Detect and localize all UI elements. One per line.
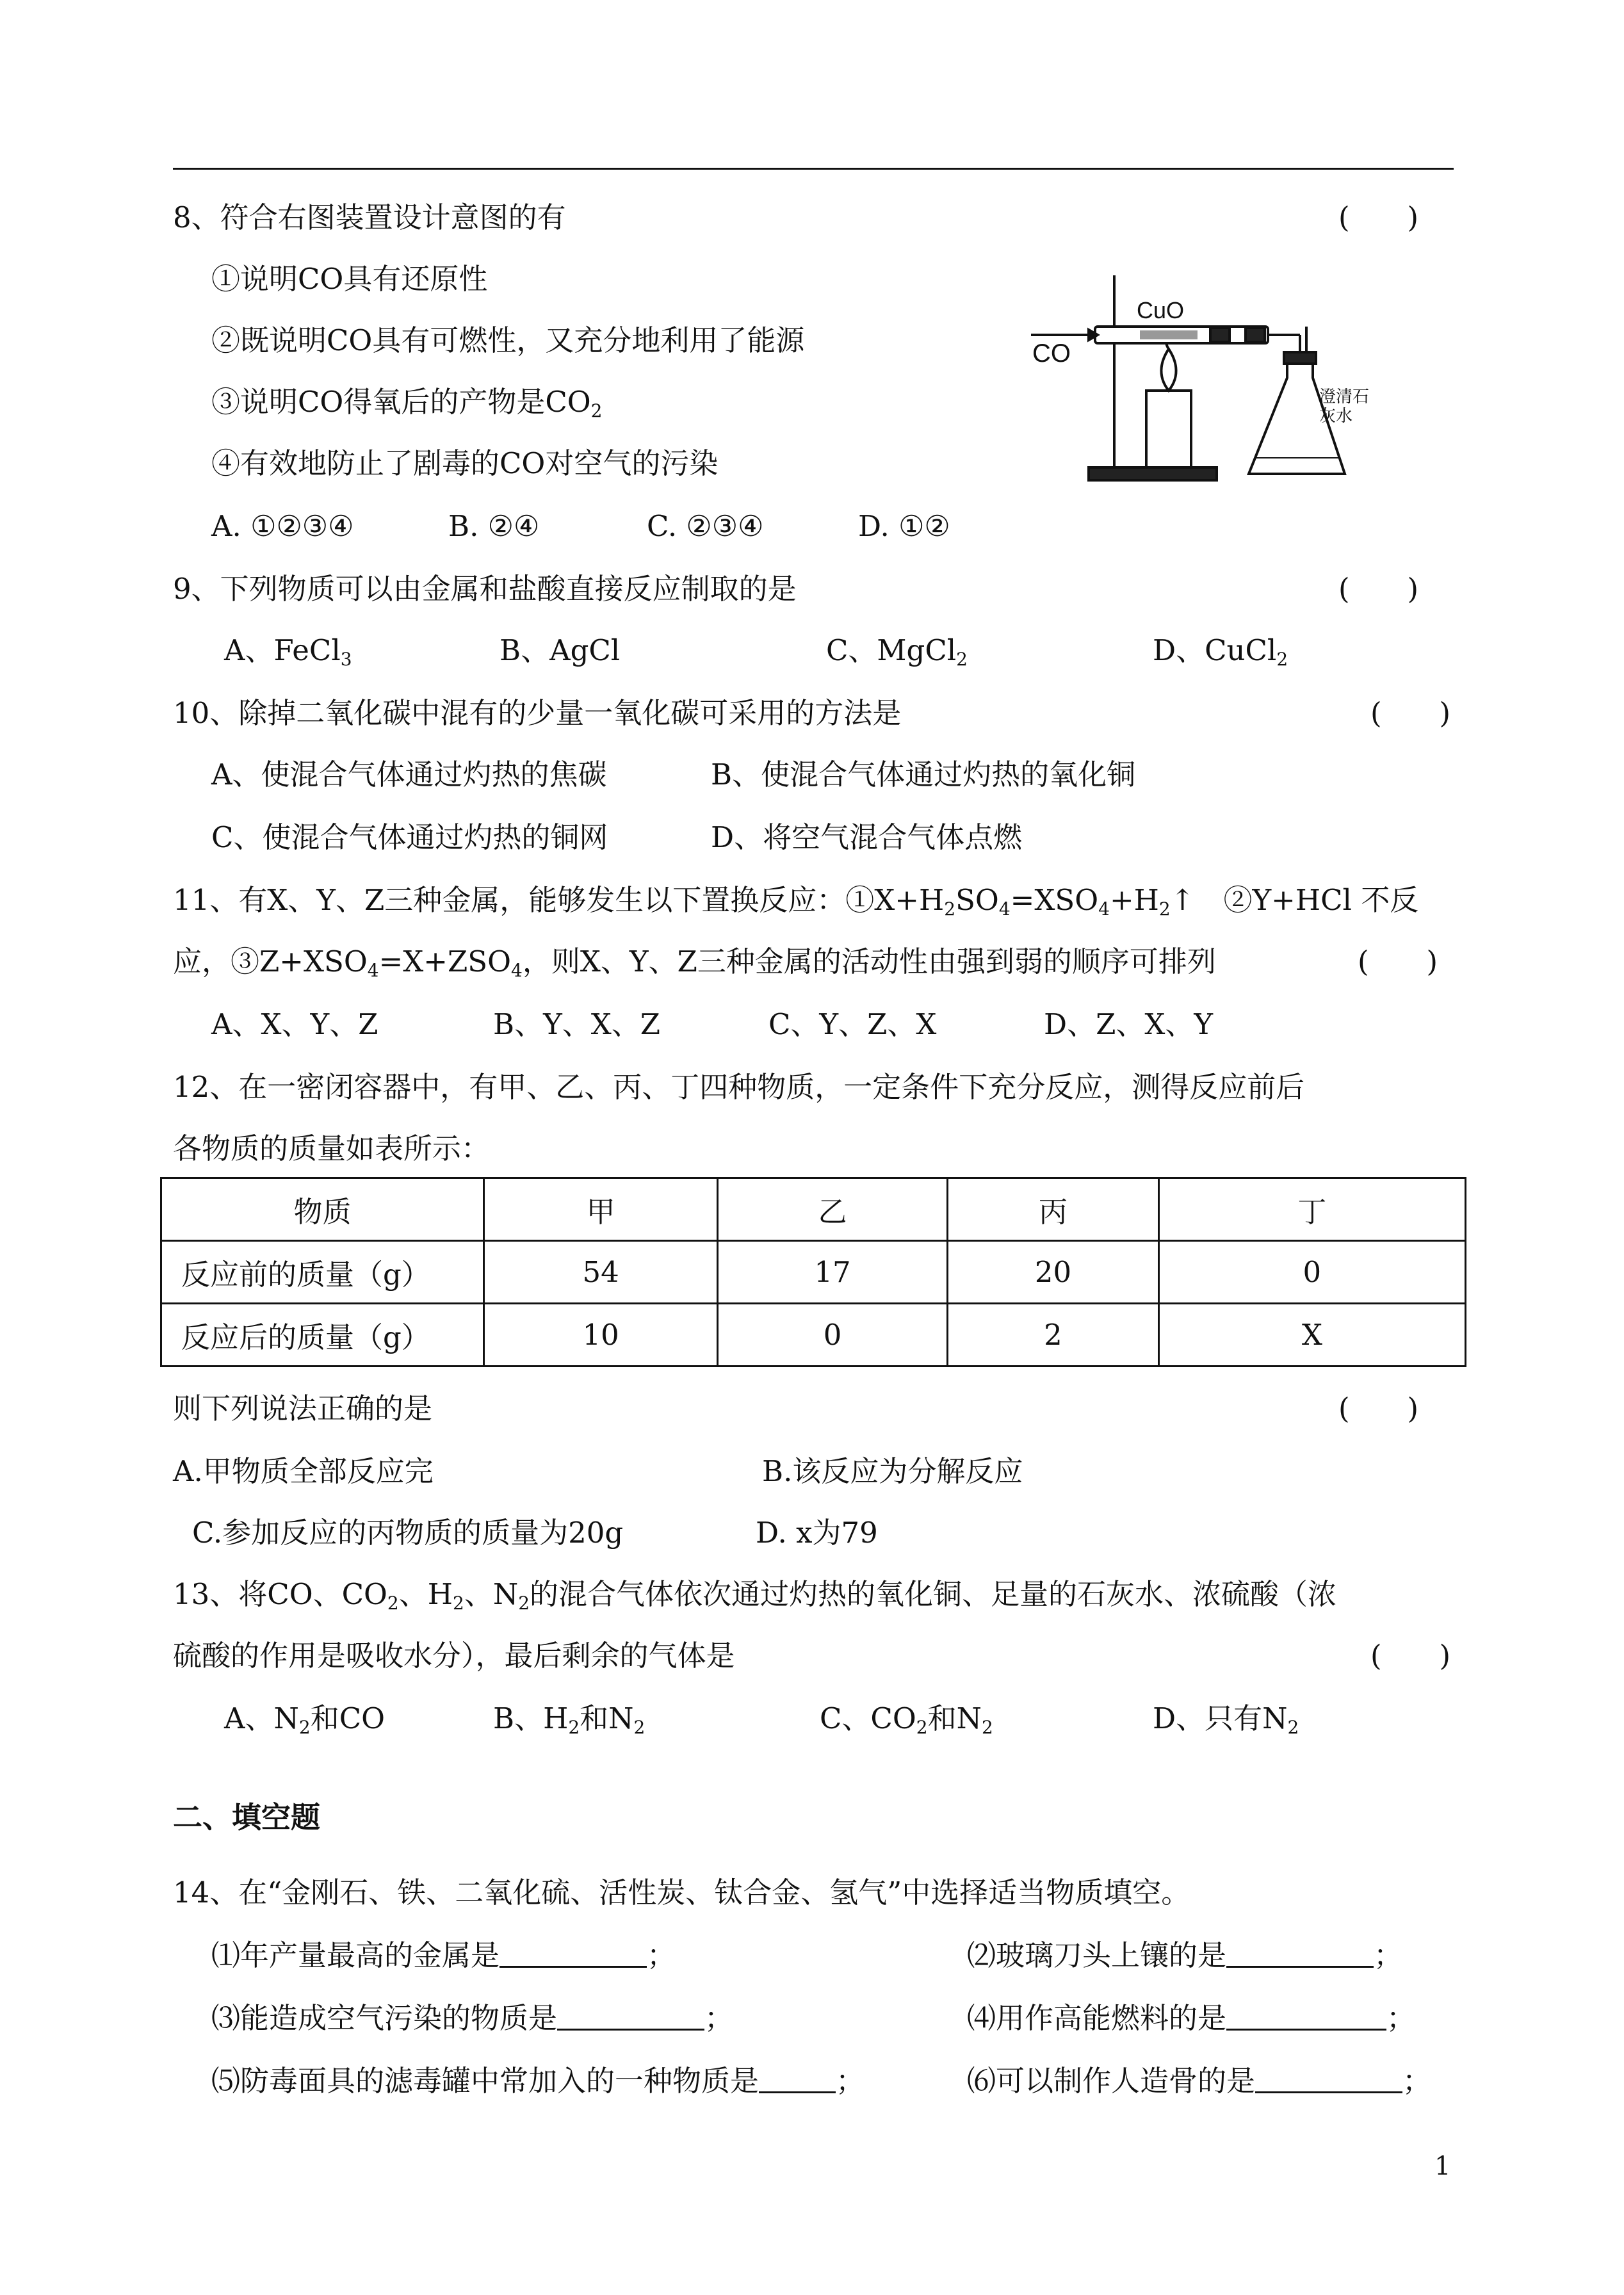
table-cell: 10 <box>484 1304 717 1366</box>
section-2-heading: 二、填空题 <box>173 1800 320 1835</box>
table-cell: 0 <box>1158 1241 1465 1304</box>
table-header-row <box>161 1178 1466 1241</box>
q8-option-d[interactable]: D. ①② <box>858 509 950 543</box>
co-inlet-label: CO <box>1032 339 1071 368</box>
fill-blank[interactable] <box>759 2063 836 2093</box>
table-row <box>161 1304 1466 1366</box>
q13-option-a[interactable]: A、$N_2$和CO <box>224 1701 386 1738</box>
q9-option-b[interactable]: B、AgCl <box>499 633 621 667</box>
table-header-cell: 丁 <box>1158 1178 1465 1241</box>
q12-option-c[interactable]: C.参加反应的丙物质的质量为20g <box>192 1516 624 1550</box>
q9-option-c[interactable]: C、MgCl$_2$ <box>826 633 968 670</box>
table-cell: 20 <box>948 1241 1159 1304</box>
q8-item-1: ①说明CO具有还原性 <box>211 262 488 296</box>
q10-option-b[interactable]: B、使混合气体通过灼热的氧化铜 <box>711 758 1136 791</box>
q11-option-d[interactable]: D、Z、X、Y <box>1044 1007 1214 1041</box>
q14-stem: 14、在“金刚石、铁、二氧化硫、活性炭、钛合金、氢气”中选择适当物质填空。 <box>173 1876 1190 1910</box>
table-header-cell: 甲 <box>484 1178 717 1241</box>
q13-answer-paren[interactable]: ( ) <box>1370 1639 1451 1673</box>
q8-item-4: ④有效地防止了剧毒的CO对空气的污染 <box>211 446 719 480</box>
q9-option-a[interactable]: A、FeCl$_3$ <box>224 633 352 670</box>
q9-option-d[interactable]: D、CuCl$_2$ <box>1153 633 1288 670</box>
fill-blank[interactable] <box>1226 2000 1386 2031</box>
q8-option-a[interactable]: A. ①②③④ <box>211 509 354 543</box>
q12-line-1: 12、在一密闭容器中，有甲、乙、丙、丁四种物质，一定条件下充分反应，测得反应前后 <box>173 1070 1305 1104</box>
q10-option-a[interactable]: A、使混合气体通过灼热的焦碳 <box>211 758 607 791</box>
fill-blank[interactable] <box>1226 1938 1374 1968</box>
q12-option-a[interactable]: A.甲物质全部反应完 <box>173 1454 434 1488</box>
mass-table <box>160 1177 1466 1367</box>
q12-line-2: 各物质的质量如表所示： <box>173 1131 491 1165</box>
limewater-label: 澄清石灰水 <box>1319 387 1370 426</box>
q12-answer-paren[interactable]: ( ) <box>1338 1391 1419 1425</box>
q13-option-b[interactable]: B、$H_2$和$N_2$ <box>493 1701 646 1738</box>
fill-blank[interactable] <box>1255 2063 1402 2093</box>
q14-item-3: ⑶能造成空气污染的物质是 ； <box>211 2001 734 2035</box>
q14-item-1: ⑴年产量最高的金属是 ； <box>211 1938 676 1972</box>
q10-answer-paren[interactable]: ( ) <box>1370 696 1451 730</box>
q10-option-c[interactable]: C、使混合气体通过灼热的铜网 <box>211 820 608 854</box>
q12-option-d[interactable]: D. x为79 <box>756 1516 878 1550</box>
table-header-cell: 乙 <box>717 1178 947 1241</box>
fill-blank[interactable] <box>557 2000 704 2031</box>
q8-item-3: ③说明CO得氧后的产物是$CO_2$ <box>211 385 603 421</box>
q11-option-a[interactable]: A、X、Y、Z <box>211 1007 378 1041</box>
cuo-label: CuO <box>1137 297 1185 323</box>
q13-option-d[interactable]: D、只有$N_2$ <box>1153 1701 1299 1738</box>
q13-line-2: 硫酸的作用是吸收水分），最后剩余的气体是 <box>173 1639 735 1673</box>
q14-item-6: ⑹可以制作人造骨的是 ； <box>967 2064 1432 2098</box>
co-reduction-apparatus-diagram <box>1018 263 1390 499</box>
table-cell: X <box>1158 1304 1465 1366</box>
table-cell: 反应前的质量（g） <box>161 1241 484 1304</box>
table-cell: 反应后的质量（g） <box>161 1304 484 1366</box>
page-number: 1 <box>1434 2152 1451 2181</box>
q12-option-b[interactable]: B.该反应为分解反应 <box>762 1454 1023 1488</box>
q10-stem: 10、除掉二氧化碳中混有的少量一氧化碳可采用的方法是 <box>173 696 902 730</box>
q11-line-1: 11、有X、Y、Z三种金属，能够发生以下置换反应：$①X+H_2SO_4=XSO_4+H_2↑$ ②Y+HCl 不反 <box>173 883 1419 920</box>
q8-item-2: ②既说明CO具有可燃性，又充分地利用了能源 <box>211 323 805 357</box>
q11-option-c[interactable]: C、Y、Z、X <box>768 1007 937 1041</box>
q11-line-2: 应，$③Z+XSO_4=X+ZSO_4$，则X、Y、Z三种金属的活动性由强到弱的顺序可排列 <box>173 945 1216 981</box>
table-cell: 54 <box>484 1241 717 1304</box>
fill-blank[interactable] <box>499 1938 647 1968</box>
q9-stem: 9、下列物质可以由金属和盐酸直接反应制取的是 <box>173 572 797 606</box>
q8-answer-paren[interactable]: ( ) <box>1338 200 1419 234</box>
q8-stem: 8、符合右图装置设计意图的有 <box>173 200 566 234</box>
q10-option-d[interactable]: D、将空气混合气体点燃 <box>711 820 1023 854</box>
q13-option-c[interactable]: C、$CO_2$和$N_2$ <box>820 1701 993 1738</box>
header-rule <box>173 168 1454 170</box>
table-header-cell: 丙 <box>948 1178 1159 1241</box>
q12-question: 则下列说法正确的是 <box>173 1391 433 1425</box>
table-row <box>161 1241 1466 1304</box>
table-cell: 2 <box>948 1304 1159 1366</box>
table-cell: 17 <box>717 1241 947 1304</box>
q9-answer-paren[interactable]: ( ) <box>1338 572 1419 606</box>
q11-answer-paren[interactable]: ( ) <box>1358 945 1438 978</box>
q14-item-4: ⑷用作高能燃料的是 ； <box>967 2001 1416 2035</box>
q11-option-b[interactable]: B、Y、X、Z <box>493 1007 661 1041</box>
q8-option-b[interactable]: B. ②④ <box>448 509 540 543</box>
table-header-cell: 物质 <box>161 1178 484 1241</box>
q14-item-5: ⑸防毒面具的滤毒罐中常加入的一种物质是 ； <box>211 2064 865 2098</box>
table-cell: 0 <box>717 1304 947 1366</box>
q8-option-c[interactable]: C. ②③④ <box>647 509 764 543</box>
q14-item-2: ⑵玻璃刀头上镶的是 ； <box>967 1938 1403 1972</box>
q13-line-1: 13、将CO、$CO_2$、$H_2$、$N_2$的混合气体依次通过灼热的氧化铜、足量的石灰水、浓硫酸（浓 <box>173 1577 1337 1614</box>
